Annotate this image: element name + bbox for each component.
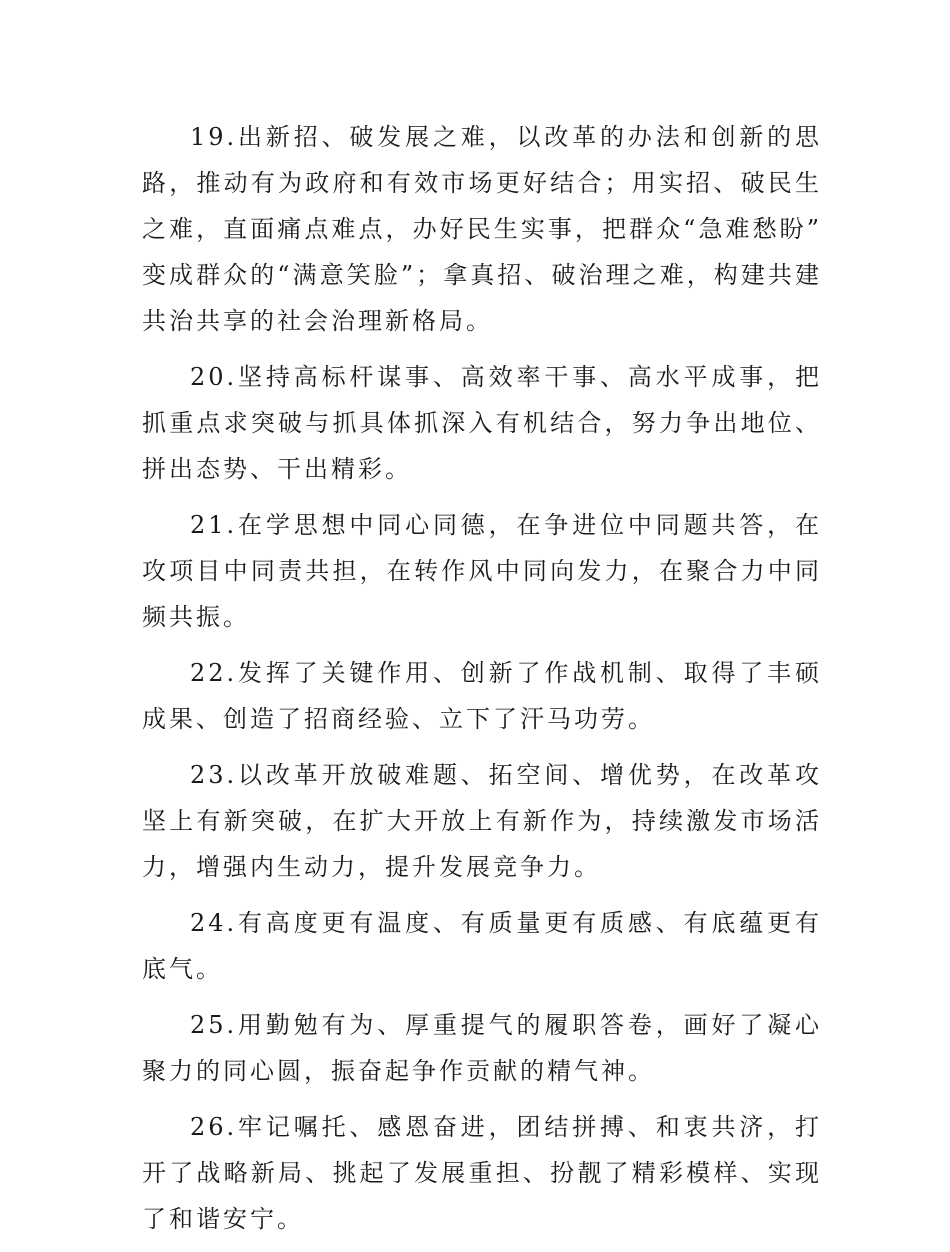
paragraph-21: 21.在学思想中同心同德，在争进位中同题共答，在攻项目中同责共担，在转作风中同向发力，在聚合力中同频共振。 (142, 511, 822, 631)
paragraph-24: 24.有高度更有温度、有质量更有质感、有底蕴更有底气。 (142, 909, 822, 983)
document-body (142, 114, 822, 1252)
paragraph-22: 22.发挥了关键作用、创新了作战机制、取得了丰硕成果、创造了招商经验、立下了汗马功劳。 (142, 659, 822, 733)
paragraph-19: 19.出新招、破发展之难，以改革的办法和创新的思路，推动有为政府和有效市场更好结合；用实招、破民生之难，直面痛点难点，办好民生实事，把群众“急难愁盼”变成群众的“满意笑脸”；拿真招、破治理之难，构建共建共治共享的社会治理新格局。 (142, 123, 822, 335)
paragraph-23: 23.以改革开放破难题、拓空间、增优势，在改革攻坚上有新突破，在扩大开放上有新作为，持续激发市场活力，增强内生动力，提升发展竞争力。 (142, 761, 822, 881)
paragraph-25: 25.用勤勉有为、厚重提气的履职答卷，画好了凝心聚力的同心圆，振奋起争作贡献的精气神。 (142, 1011, 822, 1085)
paragraph-20: 20.坚持高标杆谋事、高效率干事、高水平成事，把抓重点求突破与抓具体抓深入有机结合，努力争出地位、拼出态势、干出精彩。 (142, 363, 822, 483)
paragraph-26: 26.牢记嘱托、感恩奋进，团结拼搏、和衷共济，打开了战略新局、挑起了发展重担、扮靓了精彩模样、实现了和谐安宁。 (142, 1113, 822, 1233)
